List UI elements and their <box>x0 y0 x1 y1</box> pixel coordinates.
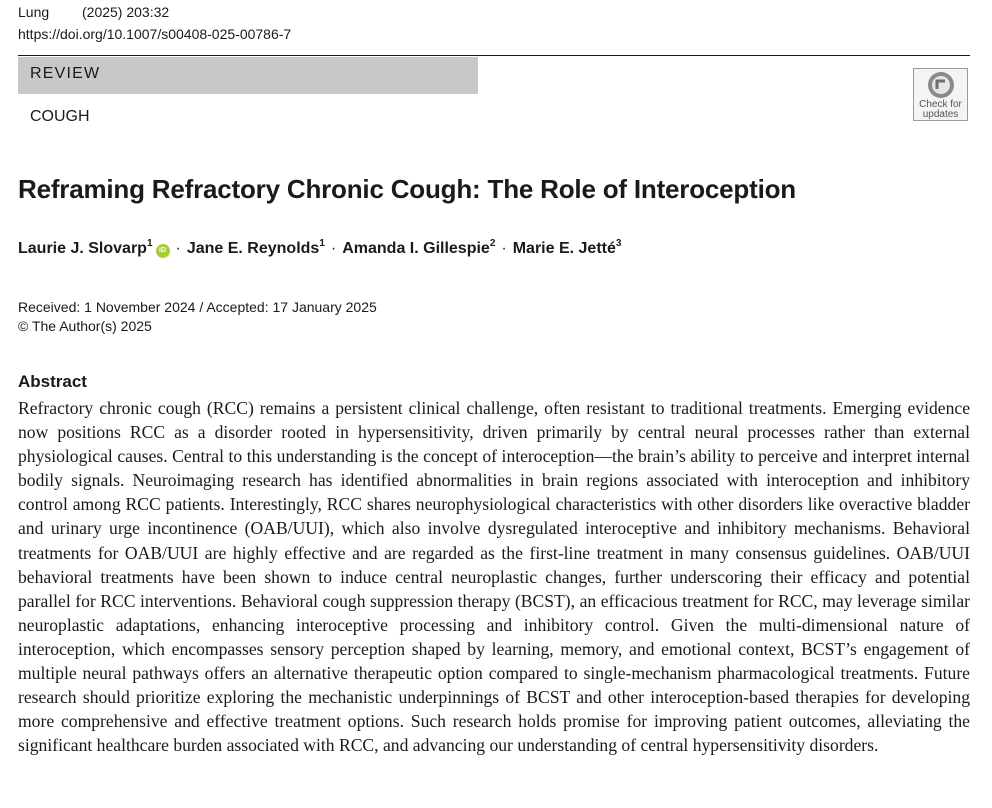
received-accepted-dates: Received: 1 November 2024 / Accepted: 17 January 2025 <box>18 299 377 315</box>
affiliation-marker: 3 <box>615 238 622 249</box>
article-title: Reframing Refractory Chronic Cough: The Role of Interoception <box>18 174 796 204</box>
check-for-updates-label: Check for updates <box>919 99 962 120</box>
header-rule <box>18 55 970 56</box>
affiliation-marker: 2 <box>489 238 496 249</box>
abstract-heading: Abstract <box>18 372 87 391</box>
abstract-text: Refractory chronic cough (RCC) remains a persistent clinical challenge, often resistant to traditional treatments. Emerging evidence now positions RCC as a disorder rooted in hypersensitivity, driven primarily by central neural processes rather than external physiological causes. Central to this understanding is the concept of interoception—the brain’s ability to perceive and interpret internal bodily signals. Neuroimaging research has identified abnormalities in brain regions associated with interoception and inhibitory control among RCC patients. Interestingly, RCC shares neurophysiological characteristics with other disorders like overactive bladder and urinary urge incontinence (OAB/UUI), which also involve dysregulated interoceptive and inhibitory mechanisms. Behavioral treatments for OAB/UUI are highly effective and are regarded as the first-line treatment in many consensus guidelines. OAB/UUI behavioral treatments have been shown to induce central neuroplastic changes, further underscoring their efficacy and potential parallel for RCC interventions. Behavioral cough suppression therapy (BCST), an efficacious treatment for RCC, may leverage similar neuroplastic adaptations, enhancing interoceptive processing and inhibitory control. Given the multi-dimensional nature of interoception, which encompasses sensory perception shaped by learning, memory, and emotional context, BCST’s engagement of multiple neural pathways offers an alternative therapeutic option compared to single-mechanism pharmacological treatments. Future research should prioritize exploring the mechanistic underpinnings of BCST and other interoception-based therapies for developing more comprehensive and effective treatment options. Such research holds promise for improving patient outcomes, alleviating the significant healthcare burden associated with RCC, and advancing our understanding of central hypersensitivity disorders. <box>18 398 970 756</box>
author-name[interactable]: Jane E. Reynolds <box>186 240 320 257</box>
check-for-updates-icon <box>927 71 955 99</box>
author-separator: · <box>330 240 337 257</box>
article-type-bar <box>18 57 478 94</box>
affiliation-marker: 1 <box>319 238 325 249</box>
author-separator: · <box>175 240 181 257</box>
affiliation-marker: 1 <box>146 238 153 249</box>
journal-citation <box>18 2 169 22</box>
orcid-icon[interactable]: iD <box>156 244 170 258</box>
author-list <box>18 240 621 258</box>
check-for-updates-button[interactable] <box>913 68 968 121</box>
author-name[interactable]: Amanda I. Gillespie <box>342 240 490 257</box>
citation: (2025) 203:32 <box>82 4 170 20</box>
author-separator: · <box>501 240 507 257</box>
doi-link[interactable]: https://doi.org/10.1007/s00408-025-00786-7 <box>18 26 292 42</box>
section-label: COUGH <box>30 108 90 125</box>
article-type-label: REVIEW <box>30 65 101 82</box>
author-name[interactable]: Marie E. Jetté <box>512 240 616 257</box>
copyright-notice: © The Author(s) 2025 <box>18 318 152 334</box>
journal-name: Lung <box>18 4 50 20</box>
author-name[interactable]: Laurie J. Slovarp <box>18 240 147 257</box>
